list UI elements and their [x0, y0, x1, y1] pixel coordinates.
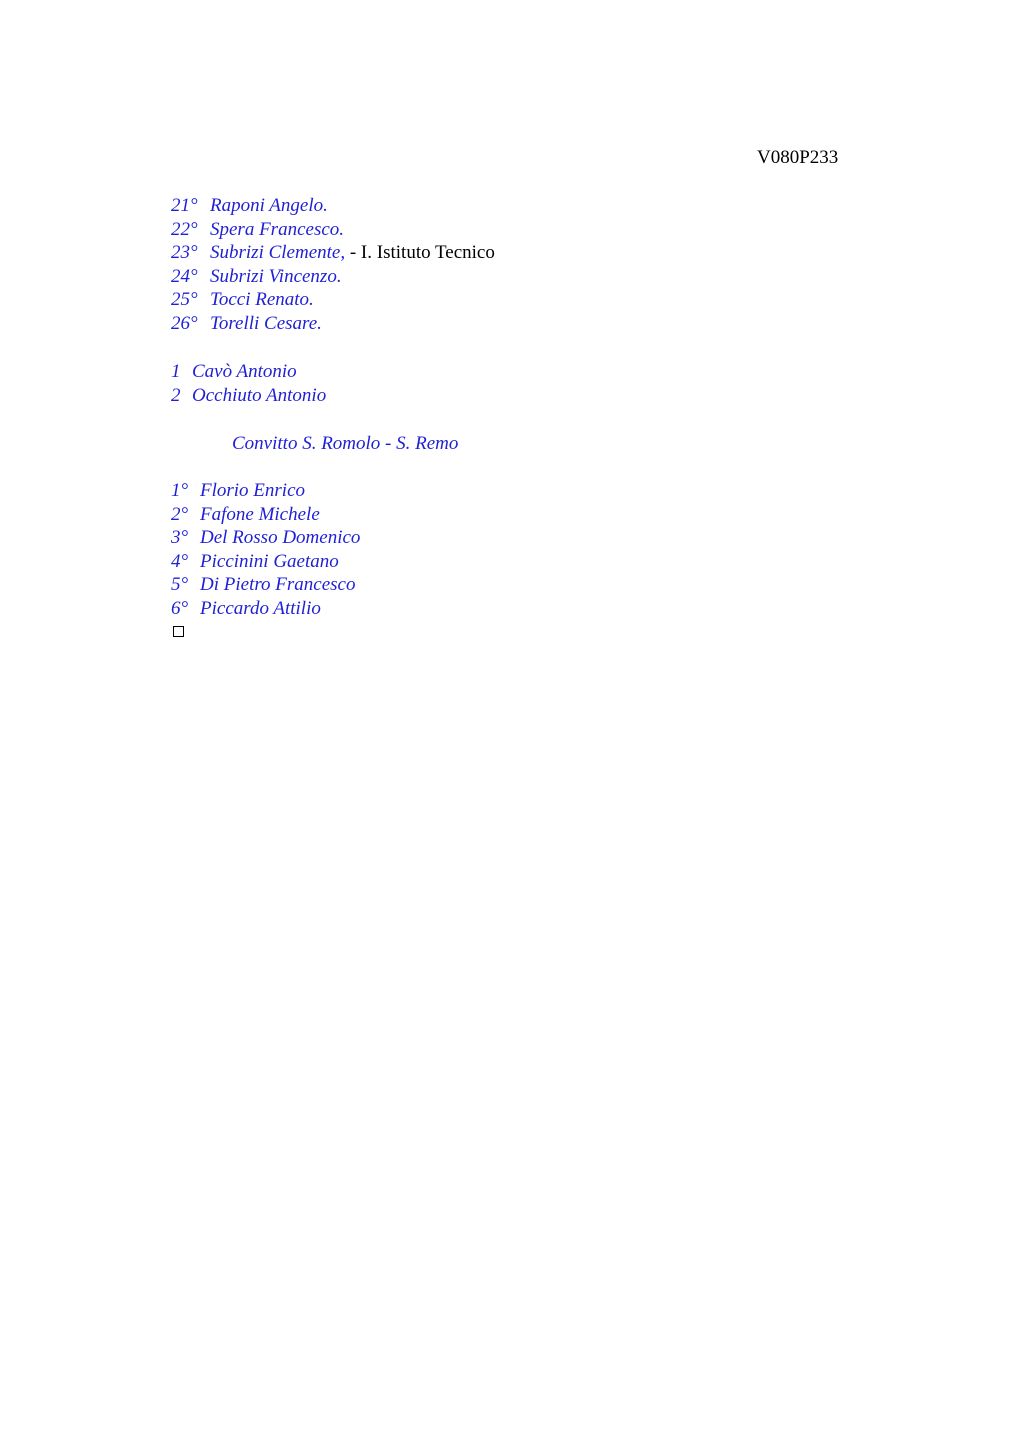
- item-number: 2°: [171, 503, 189, 525]
- list-item: [171, 218, 495, 242]
- item-number: 21°: [171, 195, 198, 216]
- list-item: [171, 384, 326, 408]
- student-list-b: [171, 360, 326, 407]
- list-item: [171, 503, 360, 527]
- student-name: Cavò Antonio: [192, 361, 297, 382]
- item-number: 23°: [171, 242, 198, 264]
- item-number: 5°: [171, 574, 189, 596]
- student-list-c: [171, 479, 360, 621]
- list-item: [171, 597, 360, 621]
- list-item: [171, 479, 360, 503]
- item-number: 26°: [171, 312, 198, 334]
- item-number: 25°: [171, 289, 198, 311]
- list-item: [171, 241, 495, 265]
- student-name: Piccinini Gaetano: [200, 550, 339, 572]
- item-number: 1°: [171, 480, 189, 501]
- list-item: [171, 194, 495, 218]
- student-name: Occhiuto Antonio: [192, 384, 327, 406]
- item-number: 24°: [171, 265, 198, 287]
- student-name: Piccardo Attilio: [200, 597, 321, 619]
- list-item: [171, 526, 360, 550]
- student-name: Subrizi Vincenzo.: [210, 265, 342, 287]
- list-item: [171, 573, 360, 597]
- student-list-a: [171, 194, 495, 336]
- list-item: [171, 550, 360, 574]
- student-name: Fafone Michele: [200, 503, 320, 525]
- student-note: - I. Istituto Tecnico: [345, 242, 495, 264]
- list-item: [171, 360, 326, 384]
- checkbox-square-icon: [173, 626, 184, 637]
- student-name: Spera Francesco.: [210, 218, 345, 240]
- student-name: Subrizi Clemente,: [210, 242, 346, 264]
- student-name: Tocci Renato.: [210, 289, 314, 311]
- student-name: Raponi Angelo.: [210, 195, 328, 216]
- item-number: 3°: [171, 527, 189, 549]
- student-name: Florio Enrico: [200, 480, 306, 501]
- student-name: Di Pietro Francesco: [200, 574, 356, 596]
- list-item: [171, 265, 495, 289]
- item-number: 4°: [171, 550, 189, 572]
- list-item: [171, 288, 495, 312]
- page-code: V080P233: [757, 147, 839, 168]
- list-item: [171, 312, 495, 336]
- item-number: 2: [171, 384, 181, 406]
- item-number: 22°: [171, 218, 198, 240]
- item-number: 1: [171, 361, 181, 382]
- student-name: Del Rosso Domenico: [200, 527, 361, 549]
- section-heading: Convitto S. Romolo - S. Remo: [232, 433, 459, 454]
- student-name: Torelli Cesare.: [210, 312, 322, 334]
- item-number: 6°: [171, 597, 189, 619]
